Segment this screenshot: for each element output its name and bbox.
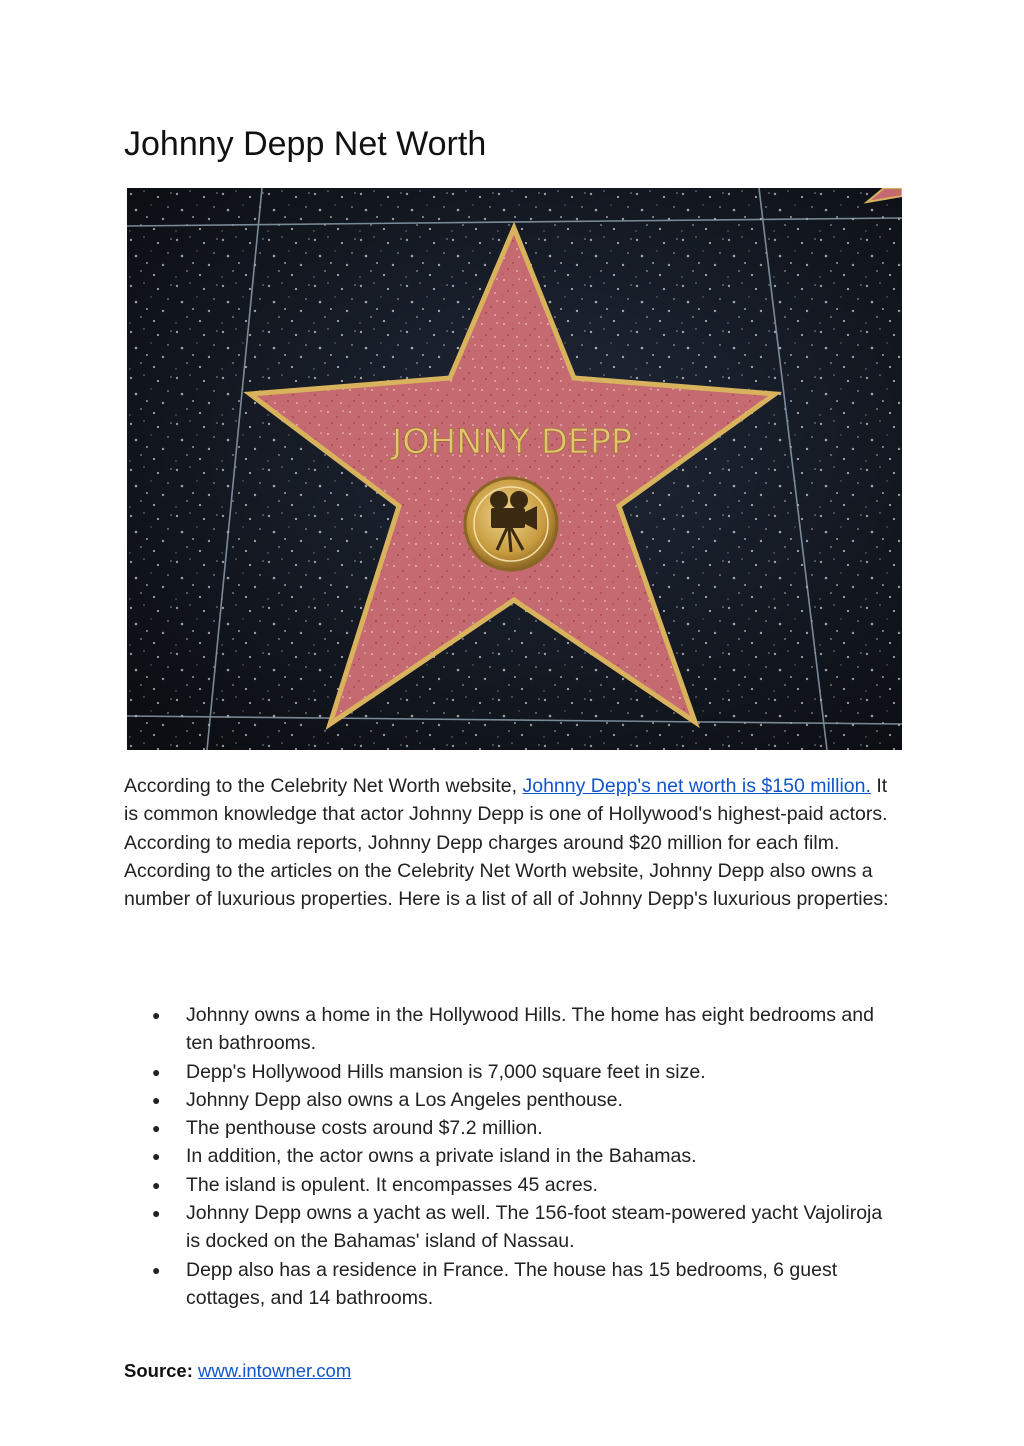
list-item-text: Johnny Depp owns a yacht as well. The 156-foot steam-powered yacht Vajoliroja is docked on the Bahamas' island of Nassau.: [186, 1202, 883, 1253]
movie-camera-medallion: [465, 478, 557, 570]
bullet-icon: ●: [152, 1148, 161, 1165]
source-label: Source:: [124, 1360, 193, 1381]
source-line: [124, 1358, 351, 1384]
list-item-text: In addition, the actor owns a private island in the Bahamas.: [186, 1145, 697, 1168]
list-item: [124, 1001, 900, 1058]
list-item: [124, 1142, 900, 1170]
bullet-icon: ●: [152, 1261, 161, 1278]
star-photo-illustration: [127, 188, 902, 750]
list-item-text: Johnny owns a home in the Hollywood Hills. The home has eight bedrooms and ten bathrooms.: [186, 1004, 874, 1055]
bullet-icon: ●: [152, 1007, 161, 1023]
net-worth-link[interactable]: Johnny Depp's net worth is $150 million.: [522, 775, 871, 797]
intro-paragraph: [124, 772, 900, 913]
walk-of-fame-star-photo: [127, 188, 902, 750]
list-item: [124, 1086, 900, 1114]
list-item-text: The island is opulent. It encompasses 45 acres.: [186, 1173, 598, 1196]
page-title: Johnny Depp Net Worth: [124, 125, 487, 163]
list-item-text: Depp's Hollywood Hills mansion is 7,000 square feet in size.: [186, 1060, 706, 1083]
list-item: [124, 1058, 900, 1086]
bullet-icon: ●: [152, 1176, 161, 1193]
intro-text-before-link: According to the Celebrity Net Worth website,: [124, 775, 523, 797]
list-item-text: Johnny Depp also owns a Los Angeles penthouse.: [186, 1088, 623, 1111]
list-item: [124, 1256, 900, 1313]
list-item-text: Depp also has a residence in France. The house has 15 bedrooms, 6 guest cottages, and 14 bathrooms.: [186, 1258, 838, 1309]
list-item: [124, 1114, 900, 1142]
bullet-icon: ●: [152, 1063, 161, 1080]
list-item: [124, 1199, 900, 1256]
star-engraved-name: JOHNNY DEPP: [389, 422, 632, 462]
bullet-icon: ●: [152, 1120, 161, 1137]
properties-list: [124, 1001, 900, 1312]
source-link[interactable]: www.intowner.com: [198, 1360, 352, 1381]
bullet-icon: ●: [152, 1205, 161, 1222]
intro-text-after-link: It is common knowledge that actor Johnny Depp is one of Hollywood's highest-paid actors. According to media reports, Johnny Depp charges around $20 million for each film. According to the articles on the Celebrity Net Worth website, Johnny Depp also owns a number of luxurious properties. Here is a list of all of Johnny Depp's luxurious properties:: [124, 775, 889, 911]
list-item: [124, 1171, 900, 1199]
bullet-icon: ●: [152, 1091, 161, 1108]
list-item-text: The penthouse costs around $7.2 million.: [186, 1117, 543, 1140]
